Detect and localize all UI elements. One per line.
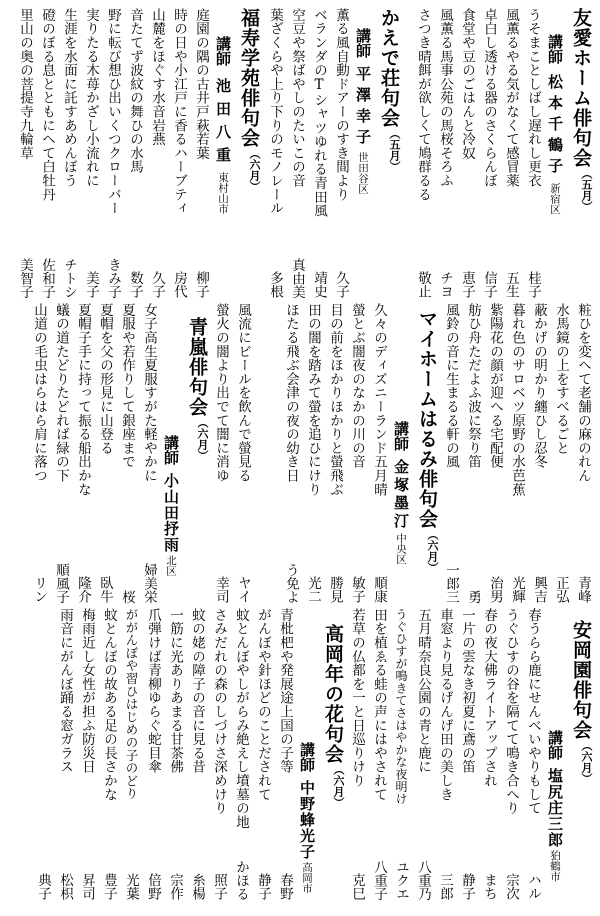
poem-author: チトシ <box>61 257 77 298</box>
section-month: （六月） <box>426 529 439 573</box>
poem-author: 一郎三 <box>443 562 459 603</box>
poem-text: 食堂や豆のごはんと冷奴 <box>459 8 475 160</box>
poem-author: 宗作 <box>167 873 183 900</box>
poem-author: 宗次 <box>503 873 519 900</box>
poem-text: 田を植ゑる蛙の声にはやされて <box>371 608 387 802</box>
poem-entry <box>286 8 308 298</box>
section-seiran <box>28 303 254 603</box>
location: 東村山市 <box>217 172 229 214</box>
poem-entry <box>168 8 190 298</box>
poem-entry <box>124 8 146 298</box>
poem-author: 敏子 <box>349 576 365 603</box>
poem-author: 照子 <box>211 873 227 900</box>
poem-author: 美子 <box>83 271 99 298</box>
section-month: （五月） <box>580 168 593 212</box>
poem-entry <box>274 608 296 900</box>
poem-entry <box>368 608 390 900</box>
section-title: 友愛ホーム俳句会 <box>570 8 592 168</box>
poem-author: 八重子 <box>371 859 387 900</box>
poem-text: 螢火の闇より出でて闇に消ゆ <box>213 303 229 483</box>
poem-text: 薫る風自動ドアーのすき間より <box>333 8 349 202</box>
poem-entry <box>346 303 368 603</box>
poem-author: 昇司 <box>79 873 95 900</box>
poem-entry <box>76 608 98 900</box>
poem-text: うそまことしばし遅れし更衣 <box>525 8 541 188</box>
teacher-label: 講師 <box>214 36 232 66</box>
poem-author: ハル <box>525 873 541 900</box>
poem-text: ベランダのTシャツゆれる青田風 <box>311 8 327 218</box>
poem-author: 房代 <box>171 271 187 298</box>
poem-entry <box>142 608 164 900</box>
poem-entry <box>412 8 434 298</box>
poem-author: 静子 <box>459 873 475 900</box>
poem-author: 幸司 <box>213 576 229 603</box>
poem-text: 水馬鏡の上をすべるごと <box>553 303 569 455</box>
poem-author: 美智子 <box>17 257 33 298</box>
section-month: （六月） <box>248 148 261 192</box>
section-myhome <box>280 303 594 603</box>
poem-text: 音たてず波紋の舞ひの水馬 <box>127 8 143 174</box>
poem-text: 葉ざくらや上り下りのモノレール <box>267 8 283 215</box>
poem-text: 磴のぼる息とともにへて白牡丹 <box>39 8 55 202</box>
poem-text: 一片の雲なき初夏に鳶の笛 <box>459 608 475 774</box>
poem-entry <box>252 608 274 900</box>
poem-author: ユクエ <box>393 859 409 900</box>
teacher-name: 塩尻庄三郎 <box>546 768 564 848</box>
poem-entry <box>94 303 116 603</box>
poem-author: 光輝 <box>509 576 525 603</box>
poem-entry <box>368 303 390 603</box>
poem-author: 糸楊 <box>189 873 205 900</box>
poem-text: 生涯を水面に託すあめんぼう <box>61 8 77 188</box>
location: 新宿区 <box>549 183 561 215</box>
poem-text: がんぼや針ほどのことだされて <box>255 608 271 802</box>
teacher-col <box>160 303 182 617</box>
poem-text: 実りたる木苺かざし小流れに <box>83 8 99 188</box>
poem-author: 典子 <box>35 873 51 900</box>
teacher-name: 松本千鶴子 <box>546 74 564 179</box>
poem-entry <box>72 303 94 603</box>
poem-author: 光二 <box>305 576 321 603</box>
poem-text: 野に転び想ひ出いくつクローバー <box>105 8 121 215</box>
poem-entry <box>484 303 506 603</box>
poem-text: 風薫る馬事公苑の馬桜そろふ <box>437 8 453 188</box>
poem-text: 卓白し透ける器のさくらんぼ <box>481 8 497 188</box>
poem-entry <box>138 303 160 603</box>
poem-author: 正弘 <box>553 576 569 603</box>
location: 中央区 <box>395 533 407 565</box>
section-title: 福寿学苑俳句会 <box>238 8 260 148</box>
poem-entry <box>102 8 124 298</box>
poem-entry <box>32 608 54 900</box>
poem-text: 庭園の隅の古井戸萩若葉 <box>193 8 209 160</box>
poem-author: 光葉 <box>123 873 139 900</box>
section-title-col <box>412 303 440 609</box>
poem-author: リン <box>31 576 47 603</box>
poem-text: さつき晴餌が欲しくて鳩群るる <box>415 8 431 202</box>
poem-text: ほたる飛ぶ会津の夜の幼き日 <box>283 303 299 483</box>
poem-entry <box>264 8 286 298</box>
location: 高岡市 <box>301 862 313 894</box>
poem-text: 夏服や若作りして銀座まで <box>119 303 135 469</box>
teacher-label: 講師 <box>298 742 316 772</box>
poem-text: 舫ひ舟ただよふ波に祭り笛 <box>465 303 481 469</box>
poem-entry <box>28 303 50 603</box>
poem-text: 蚊の姥の障子の音に見る昔 <box>189 608 205 774</box>
poem-text: 梅雨近し女性が担ふ防災日 <box>79 608 95 774</box>
section-month: （六月） <box>332 764 345 808</box>
poem-author: 桂子 <box>525 271 541 298</box>
poem-text: 蟻の道たどりたどれば緑の下 <box>53 303 69 483</box>
section-title: マイホームはるみ俳句会 <box>416 309 438 529</box>
teacher-name: 平澤幸子 <box>354 66 372 150</box>
poem-text: 五月晴奈良公園の青と鹿に <box>415 608 431 774</box>
poem-author: ヤイ <box>235 576 251 603</box>
section-title-col <box>566 8 594 298</box>
section-fukuju <box>14 8 262 298</box>
poem-author: 勝見 <box>327 576 343 603</box>
poem-text: 夏帽子手に持って振る船出かな <box>75 303 91 497</box>
poem-text: 蚊とんぼやしがらみ絶えし墳墓の地 <box>233 608 249 829</box>
poem-author: 敬止 <box>415 271 431 298</box>
poem-entry <box>36 8 58 298</box>
teacher-name: 池田八重 <box>214 78 232 170</box>
poem-entry <box>232 303 254 603</box>
poem-author: 興吉 <box>531 576 547 603</box>
poem-entry <box>412 608 434 900</box>
poem-author: 五生 <box>503 271 519 298</box>
poem-entry <box>58 8 80 298</box>
location: 世田谷区 <box>357 152 369 194</box>
section-title: 高岡年の花句会 <box>322 624 344 764</box>
poem-entry <box>302 303 324 603</box>
section-title-col <box>318 608 346 916</box>
teacher-col <box>296 608 318 916</box>
poem-entry <box>550 303 572 603</box>
poem-entry <box>190 8 212 298</box>
poem-text: 山道の毛虫はらはら肩に落つ <box>31 303 47 483</box>
section-month: （六月） <box>580 740 593 784</box>
poem-text: 車窓より見るげんげ田の美しき <box>437 608 453 802</box>
poem-author: 数子 <box>127 271 143 298</box>
poem-text: 暮れ色のサロベツ原野の水芭蕉 <box>509 303 525 497</box>
poem-author: 久子 <box>149 271 165 298</box>
poem-text: 青枇杷や発展途上国の子等 <box>277 608 293 774</box>
poem-author: 恵子 <box>459 271 475 298</box>
poem-author: かほる <box>233 859 249 900</box>
poem-entry <box>456 8 478 298</box>
poem-author: 婦美栄 <box>141 562 157 603</box>
poem-entry <box>330 8 352 298</box>
teacher-col <box>544 608 566 912</box>
poem-entry <box>280 303 302 603</box>
poem-text: 風流にビールを飲んで螢見る <box>235 303 251 483</box>
poem-text: ががんぼや習ひはじめの子のどり <box>124 608 139 800</box>
poem-entry <box>80 8 102 298</box>
poem-entry <box>500 608 522 900</box>
poem-text: 目の前をほかりほかりと螢飛ぶ <box>327 303 343 497</box>
poem-entry <box>478 608 500 900</box>
section-takaoka <box>32 608 390 900</box>
poem-author: 勇 <box>465 589 481 603</box>
section-kaede <box>264 8 402 298</box>
poem-entry <box>308 8 330 298</box>
section-yuai <box>412 8 594 298</box>
poem-author: 多根 <box>267 271 283 298</box>
poem-text: 山麓をほぐす水音岩燕 <box>149 8 165 146</box>
section-title: 安岡園俳句会 <box>570 620 592 740</box>
poem-text: 時の日や小江戸に香るハーブティ <box>171 8 187 215</box>
poem-text: 田の闇を踏みて螢を追ひにけり <box>305 303 321 497</box>
teacher-col <box>544 8 566 298</box>
poem-author: 三郎 <box>437 873 453 900</box>
poem-text: 雨音にがんぼ踊る窓ガラス <box>57 608 73 774</box>
section-title: かえで荘句会 <box>378 8 400 128</box>
poem-text: 春うらら鹿にせんべいやりもして <box>525 608 541 815</box>
poem-author: 治男 <box>487 576 503 603</box>
poem-text: うぐひすの谷を隔てて鳴き合へり <box>503 608 519 815</box>
poem-text: 一筋に光ありあまる甘茶佛 <box>167 608 183 774</box>
poem-author: 信子 <box>481 271 497 298</box>
poem-entry <box>462 303 484 603</box>
poem-author: 桜 <box>119 589 135 603</box>
poem-author: 久子 <box>333 271 349 298</box>
poem-entry <box>50 303 72 603</box>
poem-author: 静子 <box>255 873 271 900</box>
teacher-label: 講師 <box>392 421 410 451</box>
poem-entry <box>478 8 500 298</box>
poem-text: 蚊とんぼの故ある足の長さかな <box>101 608 117 802</box>
poem-entry <box>186 608 208 900</box>
poem-text: さみだれの森のしづけさ深めけり <box>211 608 227 815</box>
poem-text: 爪弾けば青柳ゆらぐ蛇目傘 <box>145 608 161 774</box>
section-title-col <box>566 608 594 912</box>
poem-author: 佐和子 <box>39 257 55 298</box>
poem-entry <box>120 608 142 900</box>
poem-text: 風鈴の音に生まるる軒の風 <box>443 303 459 469</box>
poem-entry <box>208 608 230 900</box>
section-title-col <box>234 8 262 298</box>
poem-entry <box>146 8 168 298</box>
poem-author: 松枳 <box>57 873 73 900</box>
poem-author: 倍野 <box>145 873 161 900</box>
poem-text: 久々のディズニーランド五月晴 <box>371 303 387 497</box>
teacher-label: 講師 <box>162 435 180 465</box>
poem-entry <box>456 608 478 900</box>
section-month: （五月） <box>388 128 401 172</box>
poem-text: 蔽かげの明かり纏ひし忍冬 <box>531 303 547 469</box>
poem-text: 里山の奥の菩提寺九輪草 <box>17 8 33 160</box>
poem-entry <box>434 8 456 298</box>
teacher-name: 中野蜂光子 <box>298 780 316 860</box>
poem-entry <box>434 608 456 900</box>
poem-author: まち <box>481 873 497 900</box>
teacher-label: 講師 <box>354 28 372 58</box>
poem-entry <box>522 8 544 298</box>
poem-author: 豊子 <box>101 873 117 900</box>
poem-author: 靖史 <box>311 271 327 298</box>
poem-text: うぐひすが鳴きてさはやかな夜明け <box>394 608 408 805</box>
poem-entry <box>164 608 186 900</box>
poem-text: 空豆や祭ばやしのたいこの音 <box>289 8 305 188</box>
poem-entry <box>324 303 346 603</box>
teacher-name: 金塚墨汀 <box>392 459 410 531</box>
poem-text: 風薫るやる気がなくて感冒薬 <box>503 8 519 188</box>
poem-author: 八重乃 <box>415 859 431 900</box>
poem-entry <box>54 608 76 900</box>
section-yasuoka <box>390 608 594 900</box>
section-month: （六月） <box>196 417 209 461</box>
tier-bottom <box>0 608 600 900</box>
poem-entry <box>506 303 528 603</box>
tier-middle <box>0 303 600 603</box>
poem-author: チヨ <box>437 271 453 298</box>
poem-author: 臥牛 <box>97 576 113 603</box>
poem-author: う免よ <box>283 562 299 603</box>
poem-entry <box>14 8 36 298</box>
poem-entry <box>230 608 252 900</box>
section-title-col <box>182 303 210 617</box>
section-title-col <box>374 8 402 298</box>
poem-entry <box>572 303 594 603</box>
location: 北区 <box>165 555 177 576</box>
tier-top <box>0 8 600 298</box>
poem-entry <box>210 303 232 603</box>
poem-text: 紫陽花の顔が迎へる宅配便 <box>487 303 503 469</box>
teacher-label: 講師 <box>546 730 564 760</box>
poem-author: 青峰 <box>575 576 591 603</box>
teacher-label: 講師 <box>546 34 564 64</box>
poem-entry <box>440 303 462 603</box>
poem-author: 隆介 <box>75 576 91 603</box>
poem-text: 春の夜大佛ライトアップされ <box>481 608 497 788</box>
section-title: 青嵐俳句会 <box>186 317 208 417</box>
poem-entry <box>528 303 550 603</box>
poem-text: 夏帽を父の形見に山登る <box>97 303 113 455</box>
poem-entry <box>390 608 412 900</box>
teacher-col <box>212 8 234 298</box>
poem-entry <box>500 8 522 298</box>
poem-author: きみ子 <box>105 257 121 298</box>
poem-text: 粧ひを変へて老舗の麻のれん <box>575 303 591 483</box>
poem-entry <box>116 303 138 603</box>
poem-author: 春野 <box>277 873 293 900</box>
poem-entry <box>522 608 544 900</box>
teacher-name: 小山田抒雨 <box>162 473 180 553</box>
teacher-col <box>352 8 374 298</box>
poem-author: 真由美 <box>289 257 305 298</box>
poem-author: 順風子 <box>53 562 69 603</box>
poem-author: 克巳 <box>349 873 365 900</box>
poem-author: 順康 <box>371 576 387 603</box>
poem-entry <box>98 608 120 900</box>
poem-text: 若草の仏都を一と日巡りけり <box>349 608 365 788</box>
poem-text: 女子高生夏服すがた軽やかに <box>141 303 157 483</box>
poem-text: 螢とぶ闇夜のなかの川の音 <box>349 303 365 469</box>
location: 狛鶴市 <box>549 850 561 882</box>
teacher-col <box>390 303 412 609</box>
poem-entry <box>346 608 368 900</box>
poem-author: 柳子 <box>193 271 209 298</box>
